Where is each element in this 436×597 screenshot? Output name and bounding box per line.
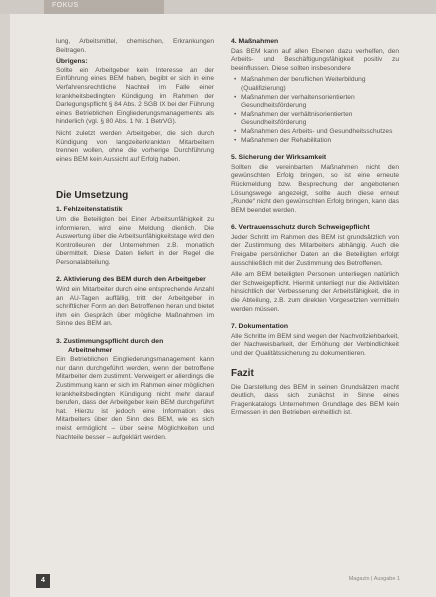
uebrigens-paragraph-2: Nicht zuletzt werden Arbeitgeber, die sich durch Kündigung von langzeiterkrankten Mitarbeitern trennen wollen, ohne die vorherige Durchführung eines BEM kein Aussicht auf Erfolg haben.: [56, 129, 214, 163]
section-1: [56, 206, 214, 267]
section-2-heading: 2. Aktivierung des BEM durch den Arbeitgeber: [56, 276, 206, 284]
section-5-text: Sollten die vereinbarten Maßnahmen nicht den gewünschten Erfolg bringen, so ist eine erneute Rückmeldung bzw. Besprechung der angebotenen Lösungswege angezeigt, sollte auch diese erneut „Runde“ nicht den gewünschten Erfolg bringen, kann das BEM beendet werden.: [231, 163, 399, 214]
section-2: [56, 276, 214, 329]
section-7-heading: 7. Dokumentation: [231, 323, 289, 331]
left-margin-strip: [0, 14, 10, 597]
list-item: • Maßnahmen der Rehabilitation: [231, 137, 399, 146]
section-6: [231, 224, 399, 314]
section-5-heading: 5. Sicherung der Wirksamkeit: [231, 154, 327, 162]
uebrigens-heading: Übrigens:: [56, 58, 88, 66]
section-6-text-2: Alle am BEM beteiligten Personen unterliegen natürlich der Schweigepflicht. Hiermit unterliegt nur die Aktivitäten hinsichtlich der Verbesserung der Arbeitsfähigkeit, die in die Abteilung, z.B. zum direkten Vorgesetzten vermitteln werden müssen.: [231, 271, 399, 313]
section-6-heading: 6. Vertrauensschutz durch Schweigepflicht: [231, 224, 370, 232]
section-1-heading: 1. Fehlzeitenstatistik: [56, 206, 123, 214]
section-2-text: Wird ein Mitarbeiter durch eine entsprechende Anzahl an AU-Tagen auffällig, tritt der Arbeitgeber in schriftlicher Form an den Betroffenen heran und bietet ihm ein Gespräch über mögliche Maßnahmen im Sinne des BEM an.: [56, 286, 214, 328]
uebrigens-paragraph: Sollte ein Arbeitgeber kein Interesse an der Einführung eines BEM haben, begibt er sich in eine Verfahrensrechtliche Nachteil im Falle einer krankheitsbedingten Kündigung im Rahmen der Darlegungspflicht § 84 Abs. 2 SGB IX bei der Führung eines Betrieblichen Eingliederungsmanagements als hinderlich (vgl. § 80 Abs. 1 Nr. 1 BetrVG).: [56, 66, 214, 126]
right-column: [231, 38, 399, 427]
fazit-heading: Fazit: [231, 367, 254, 379]
header-tab: [44, 0, 164, 14]
list-item: • Maßnahmen der verhaltensorientierten Gesundheitsförderung: [231, 94, 399, 111]
page-number: 4: [36, 574, 50, 588]
fazit-text: Die Darstellung des BEM in seinen Grundsätzen macht deutlich, dass sich zunächst in Sinne eines Fragenkatalogs Unternehmen Grundlage des BEM kein Ermessen in den Betrieben einheitlich ist.: [231, 383, 399, 417]
header-tab-label: FOKUS: [52, 2, 79, 9]
section-3-heading-line-1: 3. Zustimmungspflicht durch den: [56, 338, 164, 346]
list-item: • Maßnahmen der beruflichen Weiterbildung (Qualifizierung): [231, 76, 399, 93]
section-3: [56, 338, 214, 442]
section-6-text: Jeder Schritt im Rahmen des BEM ist grundsätzlich von der Zustimmung des Mitarbeiters abhängig. Auch die Freigabe persönlicher Daten an die Beteiligten erfolgt ausschließlich mit der Zustimmung des Betroffenen.: [231, 233, 399, 267]
section-3-text: Ein Betrieblichen Eingliederungsmanagement kann nur dann durchgeführt werden, wenn der betroffene Mitarbeiter dem zustimmt. Verweigert er allerdings die Zustimmung kann er sich im Rahmen einer möglichen krankheitsbedingten Kündigung nicht mehr darauf berufen, dass der Arbeitgeber kein BEM durchgeführt hat. Hierzu ist jedoch eine Information des Mitarbeiters über den Sinn des BEM, wie es sich meist ermöglicht – über seine Möglichkeiten und Nachteile besser – aufgeklärt werden.: [56, 356, 214, 441]
section-1-text: Um die Beteiligten bei Einer Arbeitsunfähigkeit zu informieren, wird eine Meldung dienlich. Die Auswertung über die Arbeitsunfähigkeitstage wird den Kontrolleuren der Unternehmen z.B. monatlich übermittelt. Diese Daten liefert in der Regel die Personalabteilung.: [56, 215, 214, 266]
footer-text: Magazin | Ausgabe 1: [348, 576, 400, 582]
list-item: • Maßnahmen der verhältnisorientierten Gesundheitsförderung: [231, 111, 399, 128]
section-4-heading: 4. Maßnahmen: [231, 38, 279, 45]
intro-paragraph: lung, Arbeitsmittel, chemischen, Erkrankungen Beitragen.: [56, 38, 214, 54]
section-7-text: Alle Schritte im BEM sind wegen der Nachvollziehbarkeit, der Nachweisbarkeit, der Erhöhung der Verbindlichkeit und der Qualitätssicherung zu dokumentieren.: [231, 332, 399, 357]
left-column: [56, 38, 214, 451]
section-7: [231, 323, 399, 358]
section-4-text: Das BEM kann auf allen Ebenen dazu verhelfen, den Arbeits- und Beschäftigungsfähigkeit positiv zu beeinflussen. Diese sollten insbesondere: [231, 47, 399, 72]
section-4-list: [231, 76, 399, 145]
list-item: • Maßnahmen des Arbeits- und Gesundheitsschutzes: [231, 128, 399, 137]
section-5: [231, 154, 399, 215]
fazit-section: [231, 368, 399, 418]
section-4: [231, 38, 399, 145]
section-title: Die Umsetzung: [56, 190, 129, 202]
section-3-heading-line-2: Arbeitnehmer: [68, 346, 113, 354]
